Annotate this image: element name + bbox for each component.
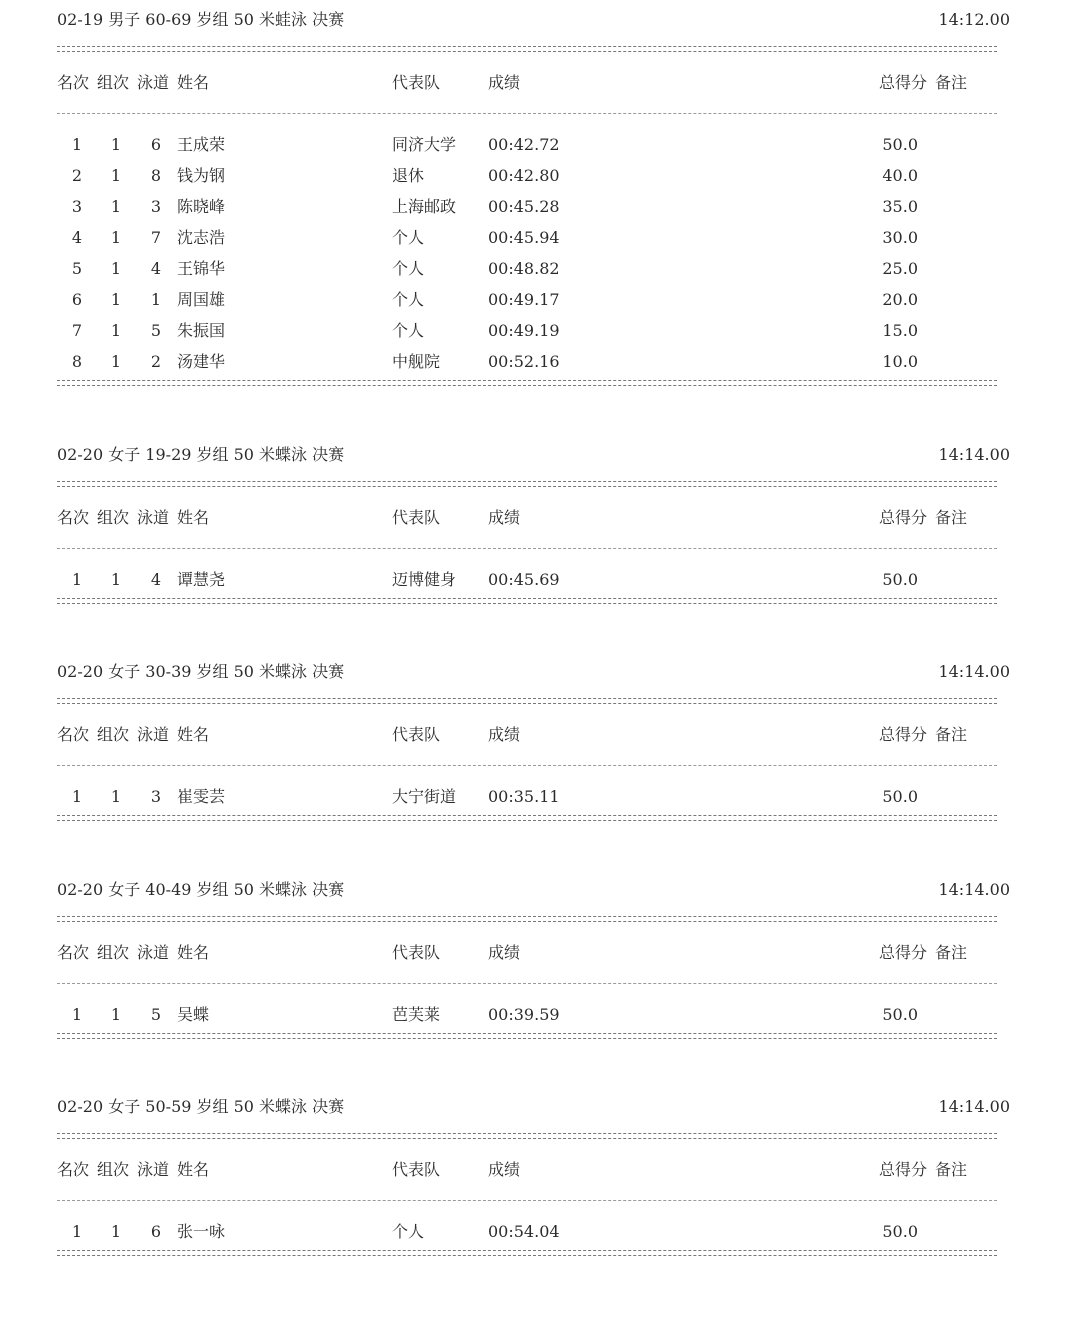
cell-name: 张一咏 [177,1222,226,1241]
single-rule [57,765,997,766]
cell-team: 个人 [392,259,425,278]
cell-group: 1 [110,290,122,309]
column-header-team: 代表队 [392,725,441,744]
cell-team: 迈博健身 [392,570,457,589]
cell-name: 朱振国 [177,321,226,340]
cell-team: 个人 [392,290,425,309]
cell-name: 王成荣 [177,135,226,154]
column-header-lane: 泳道 [137,943,170,962]
cell-lane: 6 [150,1222,162,1241]
cell-name: 沈志浩 [177,228,226,247]
column-header-remark: 备注 [935,943,968,962]
cell-group: 1 [110,1005,122,1024]
event-time: 14:12.00 [938,10,1010,29]
column-header-group: 组次 [97,943,130,962]
cell-result: 00:54.04 [488,1222,560,1241]
column-header-rank: 名次 [57,943,90,962]
column-header-lane: 泳道 [137,1160,170,1179]
cell-points: 25.0 [882,259,918,278]
cell-group: 1 [110,259,122,278]
table-row [0,228,1080,248]
cell-team: 大宁街道 [392,787,457,806]
table-row [0,1005,1080,1025]
cell-points: 10.0 [882,352,918,371]
double-rule [57,481,997,487]
column-header-points: 总得分 [879,73,928,92]
cell-points: 35.0 [882,197,918,216]
cell-team: 同济大学 [392,135,457,154]
cell-rank: 1 [71,787,83,806]
event-title: 02-20 女子 19-29 岁组 50 米蝶泳 决赛 [57,445,345,464]
cell-team: 中舰院 [392,352,441,371]
cell-name: 谭慧尧 [177,570,226,589]
cell-group: 1 [110,228,122,247]
table-row [0,290,1080,310]
cell-group: 1 [110,352,122,371]
cell-name: 周国雄 [177,290,226,309]
cell-points: 30.0 [882,228,918,247]
cell-points: 50.0 [882,1222,918,1241]
cell-result: 00:49.19 [488,321,560,340]
event-title: 02-19 男子 60-69 岁组 50 米蛙泳 决赛 [57,10,345,29]
cell-result: 00:45.69 [488,570,560,589]
cell-result: 00:45.28 [488,197,560,216]
cell-lane: 4 [150,259,162,278]
column-header-lane: 泳道 [137,725,170,744]
event-time: 14:14.00 [938,662,1010,681]
column-header-points: 总得分 [879,943,928,962]
double-rule [57,1250,997,1256]
single-rule [57,1200,997,1201]
cell-lane: 3 [150,197,162,216]
cell-group: 1 [110,321,122,340]
column-header-rank: 名次 [57,73,90,92]
cell-lane: 3 [150,787,162,806]
cell-lane: 8 [150,166,162,185]
cell-rank: 6 [71,290,83,309]
cell-points: 50.0 [882,135,918,154]
cell-rank: 5 [71,259,83,278]
cell-points: 50.0 [882,1005,918,1024]
cell-rank: 1 [71,135,83,154]
double-rule [57,698,997,704]
cell-rank: 4 [71,228,83,247]
cell-result: 00:52.16 [488,352,560,371]
column-header-lane: 泳道 [137,73,170,92]
cell-group: 1 [110,135,122,154]
event-section [0,445,1080,685]
cell-rank: 7 [71,321,83,340]
event-time: 14:14.00 [938,880,1010,899]
table-row [0,1222,1080,1242]
column-header-points: 总得分 [879,725,928,744]
cell-points: 40.0 [882,166,918,185]
double-rule [57,1033,997,1039]
double-rule [57,815,997,821]
column-header-name: 姓名 [177,725,210,744]
cell-result: 00:45.94 [488,228,560,247]
column-header-team: 代表队 [392,508,441,527]
column-header-team: 代表队 [392,73,441,92]
event-time: 14:14.00 [938,1097,1010,1116]
table-row [0,166,1080,186]
cell-name: 王锦华 [177,259,226,278]
table-row [0,352,1080,372]
table-row [0,787,1080,807]
cell-team: 个人 [392,1222,425,1241]
column-header-group: 组次 [97,1160,130,1179]
event-section [0,1097,1080,1337]
cell-name: 钱为钢 [177,166,226,185]
cell-result: 00:49.17 [488,290,560,309]
column-header-name: 姓名 [177,1160,210,1179]
cell-result: 00:42.80 [488,166,560,185]
cell-rank: 1 [71,1222,83,1241]
double-rule [57,46,997,52]
column-header-remark: 备注 [935,725,968,744]
cell-points: 15.0 [882,321,918,340]
single-rule [57,548,997,549]
double-rule [57,916,997,922]
cell-group: 1 [110,787,122,806]
cell-rank: 3 [71,197,83,216]
cell-result: 00:48.82 [488,259,560,278]
cell-points: 20.0 [882,290,918,309]
column-header-rank: 名次 [57,508,90,527]
cell-group: 1 [110,166,122,185]
cell-team: 个人 [392,321,425,340]
column-header-result: 成绩 [488,1160,521,1179]
event-title: 02-20 女子 40-49 岁组 50 米蝶泳 决赛 [57,880,345,899]
column-header-result: 成绩 [488,73,521,92]
double-rule [57,598,997,604]
cell-group: 1 [110,1222,122,1241]
column-header-result: 成绩 [488,725,521,744]
column-header-team: 代表队 [392,1160,441,1179]
cell-group: 1 [110,197,122,216]
column-header-name: 姓名 [177,73,210,92]
double-rule [57,1133,997,1139]
cell-result: 00:39.59 [488,1005,560,1024]
cell-lane: 5 [150,321,162,340]
cell-result: 00:35.11 [488,787,560,806]
column-header-remark: 备注 [935,1160,968,1179]
cell-points: 50.0 [882,570,918,589]
column-header-team: 代表队 [392,943,441,962]
table-row [0,135,1080,155]
column-header-result: 成绩 [488,508,521,527]
double-rule [57,380,997,386]
column-header-rank: 名次 [57,725,90,744]
column-header-remark: 备注 [935,73,968,92]
cell-lane: 4 [150,570,162,589]
column-header-group: 组次 [97,725,130,744]
event-time: 14:14.00 [938,445,1010,464]
column-header-group: 组次 [97,508,130,527]
event-title: 02-20 女子 50-59 岁组 50 米蝶泳 决赛 [57,1097,345,1116]
cell-points: 50.0 [882,787,918,806]
cell-team: 退休 [392,166,425,185]
cell-name: 吴蝶 [177,1005,210,1024]
event-title: 02-20 女子 30-39 岁组 50 米蝶泳 决赛 [57,662,345,681]
cell-rank: 8 [71,352,83,371]
cell-team: 芭芙莱 [392,1005,441,1024]
event-section [0,10,1080,371]
cell-rank: 1 [71,1005,83,1024]
cell-result: 00:42.72 [488,135,560,154]
cell-name: 陈晓峰 [177,197,226,216]
single-rule [57,113,997,114]
cell-lane: 7 [150,228,162,247]
cell-team: 个人 [392,228,425,247]
column-header-points: 总得分 [879,1160,928,1179]
single-rule [57,983,997,984]
column-header-rank: 名次 [57,1160,90,1179]
column-header-remark: 备注 [935,508,968,527]
cell-rank: 1 [71,570,83,589]
table-row [0,321,1080,341]
cell-name: 汤建华 [177,352,226,371]
cell-lane: 5 [150,1005,162,1024]
cell-team: 上海邮政 [392,197,457,216]
cell-lane: 1 [150,290,162,309]
column-header-name: 姓名 [177,943,210,962]
table-row [0,259,1080,279]
column-header-result: 成绩 [488,943,521,962]
event-section [0,662,1080,902]
column-header-group: 组次 [97,73,130,92]
column-header-lane: 泳道 [137,508,170,527]
table-row [0,570,1080,590]
cell-name: 崔雯芸 [177,787,226,806]
column-header-points: 总得分 [879,508,928,527]
cell-group: 1 [110,570,122,589]
table-row [0,197,1080,217]
cell-lane: 6 [150,135,162,154]
event-section [0,880,1080,1120]
cell-rank: 2 [71,166,83,185]
column-header-name: 姓名 [177,508,210,527]
cell-lane: 2 [150,352,162,371]
